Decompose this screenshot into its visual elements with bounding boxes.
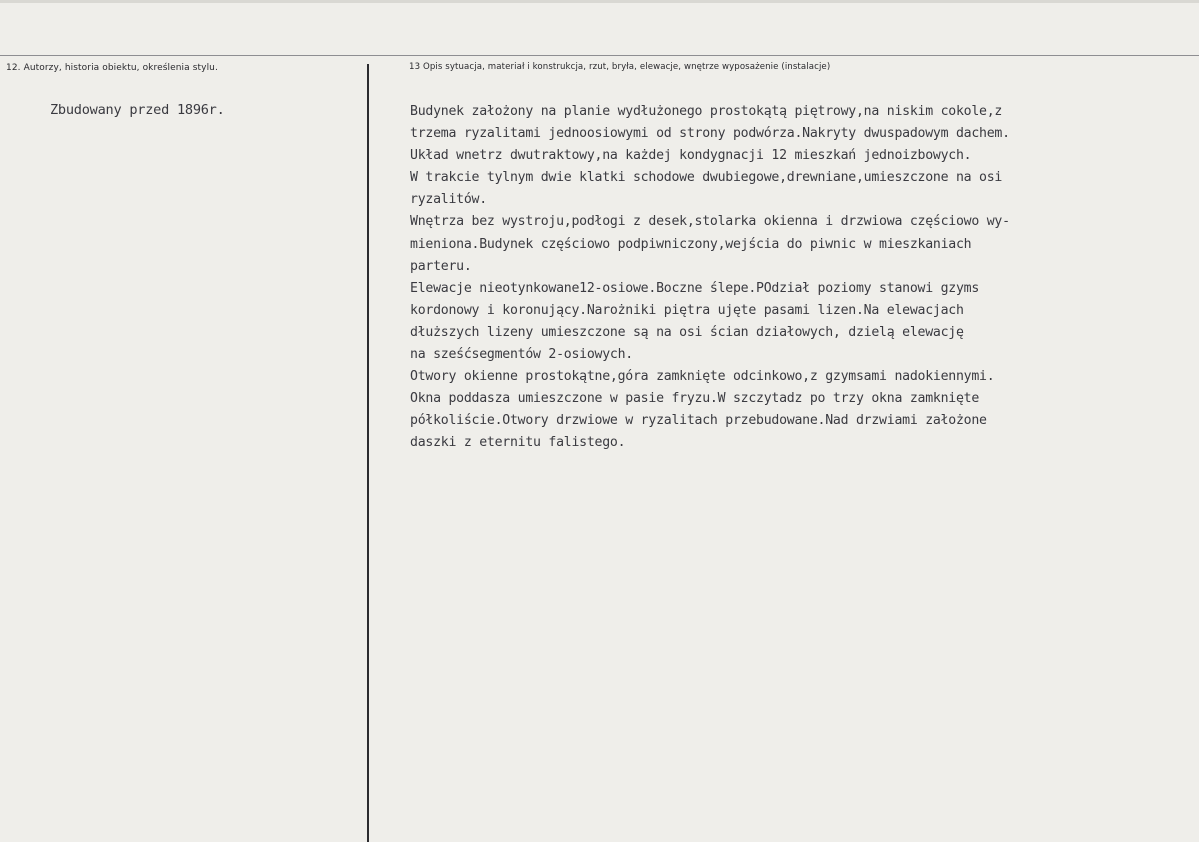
section-12-heading: 12. Autorzy, historia obiektu, określenia stylu. xyxy=(6,63,218,73)
description-line: W trakcie tylnym dwie klatki schodowe dwubiegowe,drewniane,umieszczone na osi xyxy=(410,170,1003,186)
description-line: dłuższych lizeny umieszczone są na osi ścian działowych, dzielą elewację xyxy=(410,324,964,340)
construction-date-text: Zbudowany przed 1896r. xyxy=(50,102,225,118)
description-line: na sześćsegmentów 2-osiowych. xyxy=(410,347,633,363)
description-line: półkoliście.Otwory drzwiowe w ryzalitach przebudowane.Nad drzwiami założone xyxy=(410,413,987,429)
column-divider-line xyxy=(367,64,369,842)
description-line: Układ wnetrz dwutraktowy,na każdej kondygnacji 12 mieszkań jednoizbowych. xyxy=(410,148,972,164)
description-line: kordonowy i koronujący.Narożniki piętra ujęte pasami lizen.Na elewacjach xyxy=(410,302,964,318)
card-top-edge xyxy=(0,0,1199,3)
description-line: mieniona.Budynek częściowo podpiwniczony,wejścia do piwnic w mieszkaniach xyxy=(410,236,972,252)
description-line: daszki z eternitu falistego. xyxy=(410,435,626,451)
description-line: Budynek założony na planie wydłużonego prostokątą piętrowy,na niskim cokole,z xyxy=(410,104,1003,119)
description-line: trzema ryzalitami jednoosiowymi od strony podwórza.Nakryty dwuspadowym dachem. xyxy=(410,126,1010,142)
section-13-heading: 13 Opis sytuacja, materiał i konstrukcja, rzut, bryła, elewacje, wnętrze wyposażenie (instalacje) xyxy=(409,62,831,72)
building-description xyxy=(410,101,1199,455)
description-line: Wnętrza bez wystroju,podłogi z desek,stolarka okienna i drzwiowa częściowo wy- xyxy=(410,214,1010,230)
description-line: Elewacje nieotynkowane12-osiowe.Boczne ślepe.POdział poziomy stanowi gzyms xyxy=(410,280,980,296)
description-line: parteru. xyxy=(410,258,472,274)
header-rule-line xyxy=(0,55,1199,56)
description-line: Okna poddasza umieszczone w pasie fryzu.W szczytadz po trzy okna zamknięte xyxy=(410,391,980,407)
description-line: ryzalitów. xyxy=(410,192,487,208)
description-line: Otwory okienne prostokątne,góra zamknięte odcinkowo,z gzymsami nadokiennymi. xyxy=(410,369,995,385)
